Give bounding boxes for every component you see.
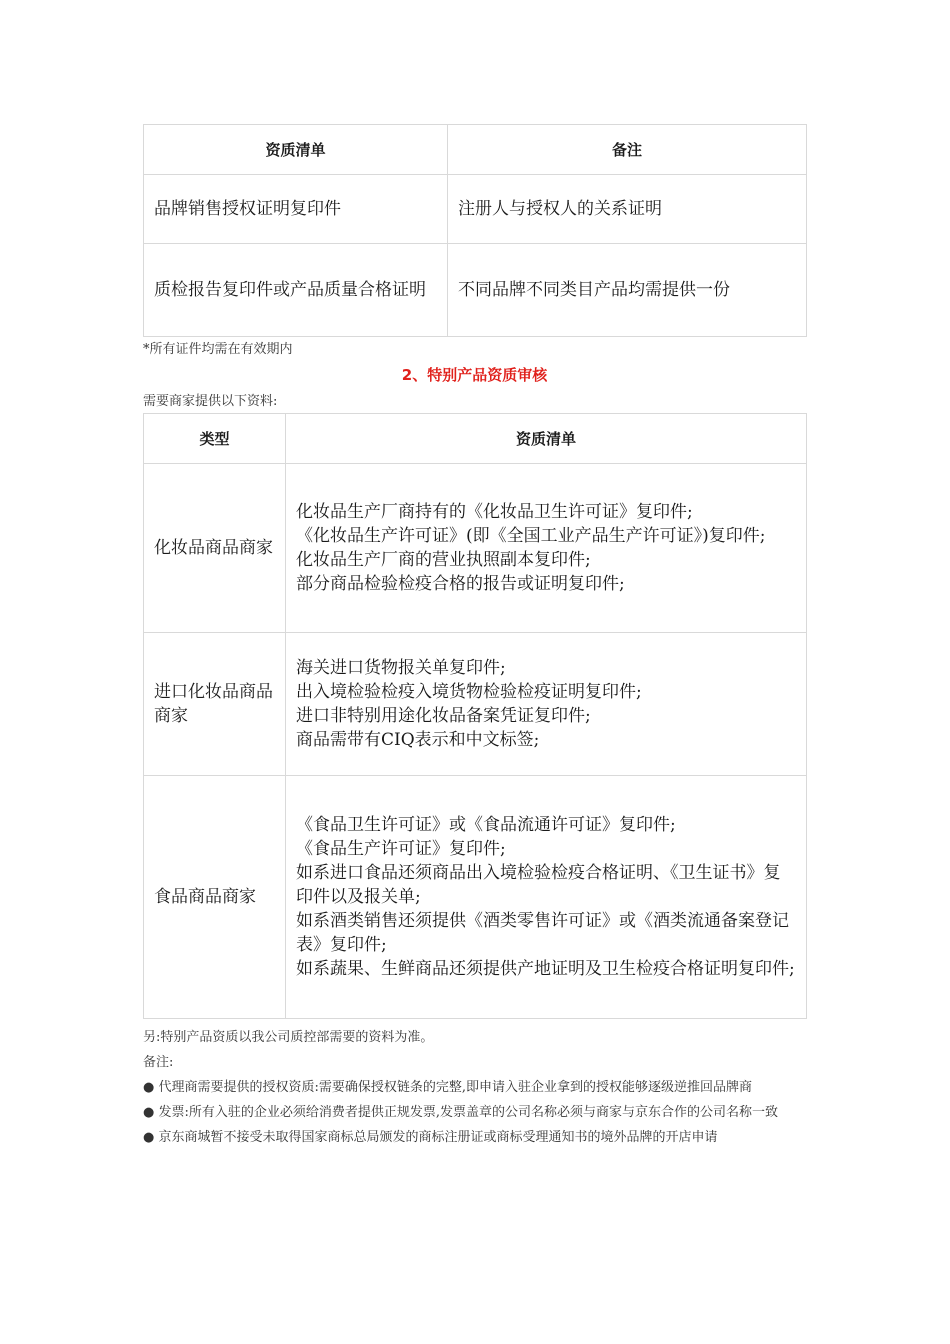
qualification-line: 海关进口货物报关单复印件; <box>296 658 506 678</box>
table-row <box>144 633 807 776</box>
table-cell: 注册人与授权人的关系证明 <box>448 175 807 244</box>
remark-bullet: ● 发票:所有入驻的企业必须给消费者提供正规发票,发票盖章的公司名称必须与商家与京东合作的公司名称一致 <box>143 1105 778 1120</box>
table-row <box>144 464 807 633</box>
qualification-line: 化妆品生产厂商持有的《化妆品卫生许可证》复印件; <box>296 502 693 522</box>
qualification-line: 商品需带有CIQ表示和中文标签; <box>296 730 540 750</box>
table-header-row <box>144 414 807 464</box>
qualification-line: 如系蔬果、生鲜商品还须提供产地证明及卫生检疫合格证明复印件; <box>296 959 795 979</box>
qualification-cell <box>286 633 807 776</box>
column-header: 资质清单 <box>286 414 807 464</box>
type-cell: 进口化妆品商品商家 <box>144 633 286 776</box>
other-note: 另:特别产品资质以我公司质控部需要的资料为准。 <box>143 1030 434 1045</box>
qualification-line: 如系酒类销售还须提供《酒类零售许可证》或《酒类流通备案登记表》复印件; <box>296 911 789 955</box>
special-product-table <box>143 413 807 1019</box>
qualification-line: 《食品生产许可证》复印件; <box>296 839 506 859</box>
column-header: 资质清单 <box>144 125 448 175</box>
qualification-line: 如系进口食品还须商品出入境检验检疫合格证明、《卫生证书》复印件以及报关单; <box>296 863 781 907</box>
remark-bullet: ● 代理商需要提供的授权资质:需要确保授权链条的完整,即申请入驻企业拿到的授权能够逐级逆推回品牌商 <box>143 1080 752 1095</box>
qualification-line: 《食品卫生许可证》或《食品流通许可证》复印件; <box>296 815 676 835</box>
table-row <box>144 776 807 1019</box>
qualification-line: 部分商品检验检疫合格的报告或证明复印件; <box>296 574 625 594</box>
qualification-table <box>143 124 807 337</box>
qualification-cell <box>286 776 807 1019</box>
qualification-cell <box>286 464 807 633</box>
table-row <box>144 175 807 244</box>
column-header: 类型 <box>144 414 286 464</box>
table-header-row <box>144 125 807 175</box>
qualification-line: 进口非特别用途化妆品备案凭证复印件; <box>296 706 591 726</box>
remark-bullet: ● 京东商城暂不接受未取得国家商标总局颁发的商标注册证或商标受理通知书的境外品牌的开店申请 <box>143 1130 718 1145</box>
qualification-line: 出入境检验检疫入境货物检验检疫证明复印件; <box>296 682 642 702</box>
type-cell: 食品商品商家 <box>144 776 286 1019</box>
table-cell: 质检报告复印件或产品质量合格证明 <box>144 244 448 337</box>
qualification-line: 化妆品生产厂商的营业执照副本复印件; <box>296 550 591 570</box>
document-page <box>143 124 806 1150</box>
section-title: 2、特别产品资质审核 <box>401 366 548 384</box>
column-header: 备注 <box>448 125 807 175</box>
table-row <box>144 244 807 337</box>
type-cell: 化妆品商品商家 <box>144 464 286 633</box>
qualification-line: 《化妆品生产许可证》(即《全国工业产品生产许可证》)复印件; <box>296 526 766 546</box>
table-cell: 不同品牌不同类目产品均需提供一份 <box>448 244 807 337</box>
remark-label: 备注: <box>143 1055 174 1070</box>
intro-text: 需要商家提供以下资料: <box>143 394 278 409</box>
validity-note: *所有证件均需在有效期内 <box>143 342 293 357</box>
footer-notes <box>143 1025 806 1150</box>
table-cell: 品牌销售授权证明复印件 <box>144 175 448 244</box>
